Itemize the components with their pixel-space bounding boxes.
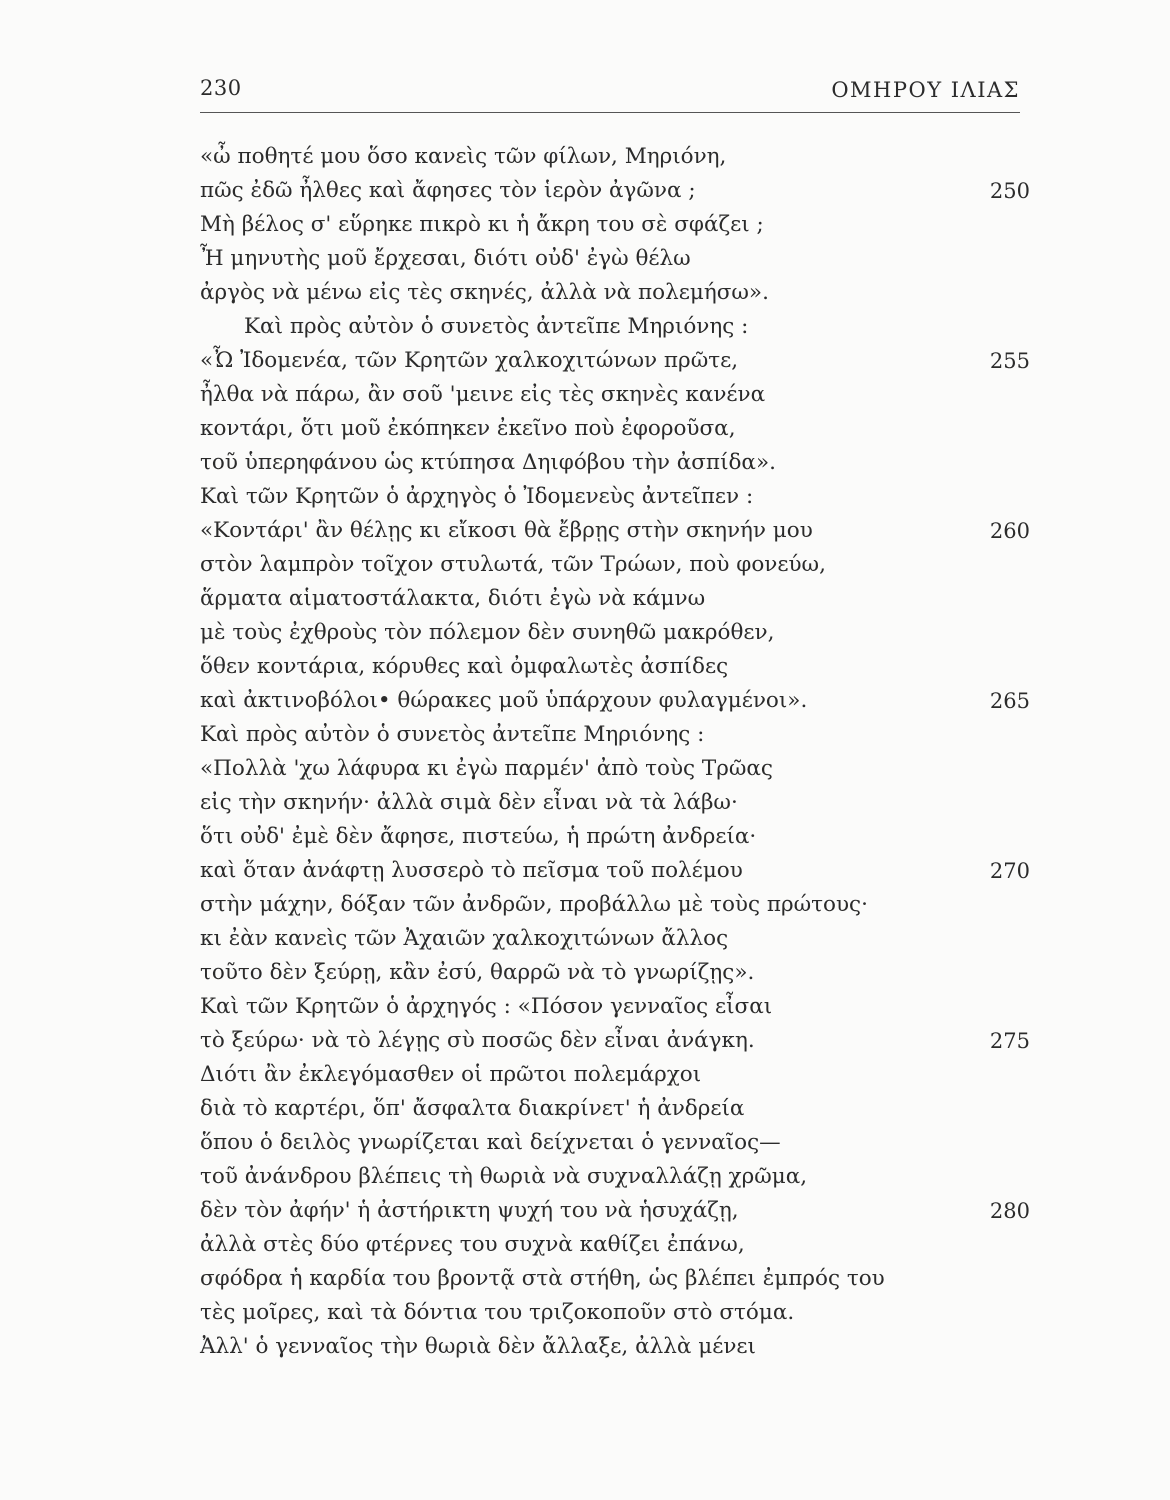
verse-line	[200, 582, 1030, 616]
verse-line	[200, 718, 1030, 752]
verse-line	[200, 1126, 1030, 1160]
verse-line	[200, 344, 1030, 378]
verse-text: ὅτι οὐδ' ἐμὲ δὲν ἄφησε, πιστεύω, ἡ πρώτη ἀνδρεία·	[200, 824, 757, 849]
verse-line	[200, 650, 1030, 684]
verse-line	[200, 1194, 1030, 1228]
verse-line	[200, 616, 1030, 650]
verse-text: Καὶ τῶν Κρητῶν ὁ ἀρχηγός : «Πόσον γενναῖος εἶσαι	[200, 994, 773, 1019]
verse-line	[200, 854, 1030, 888]
verse-text: δὲν τὸν ἀφήν' ἡ ἀστήρικτη ψυχή του νὰ ἡσυχάζῃ,	[200, 1198, 739, 1223]
line-number: 280	[989, 1199, 1030, 1223]
verse-text: τὲς μοῖρες, καὶ τὰ δόντια του τριζοκοποῦν στὸ στόμα.	[200, 1300, 795, 1325]
verse-text: στὸν λαμπρὸν τοῖχον στυλωτά, τῶν Τρώων, ποὺ φονεύω,	[200, 552, 826, 577]
verse-line	[200, 786, 1030, 820]
line-number: 270	[989, 859, 1030, 883]
verse-text: Καὶ πρὸς αὐτὸν ὁ συνετὸς ἀντεῖπε Μηριόνης :	[200, 722, 705, 747]
verse-line	[200, 888, 1030, 922]
verse-text: κοντάρι, ὅτι μοῦ ἐκόπηκεν ἐκεῖνο ποὺ ἐφοροῦσα,	[200, 416, 736, 441]
verse-line	[200, 1296, 1030, 1330]
verse-text: ἅρματα αἱματοστάλακτα, διότι ἐγὼ νὰ κάμνω	[200, 586, 706, 611]
verse-line	[200, 1058, 1030, 1092]
verse-line	[200, 514, 1030, 548]
line-number: 255	[989, 349, 1030, 373]
verse-text: σφόδρα ἡ καρδία του βροντᾷ στὰ στήθη, ὡς βλέπει ἐμπρός του	[200, 1266, 885, 1291]
line-number: 275	[989, 1029, 1030, 1053]
verse-line	[200, 1228, 1030, 1262]
verse-text: καὶ ὅταν ἀνάφτῃ λυσσερὸ τὸ πεῖσμα τοῦ πολέμου	[200, 858, 743, 883]
verse-line	[200, 378, 1030, 412]
verse-text: στὴν μάχην, δόξαν τῶν ἀνδρῶν, προβάλλω μὲ τοὺς πρώτους·	[200, 892, 868, 917]
verse-text: κι ἐὰν κανεὶς τῶν Ἀχαιῶν χαλκοχιτώνων ἄλλος	[200, 926, 729, 951]
verse-text: Ἦ μηνυτὴς μοῦ ἔρχεσαι, διότι οὐδ' ἐγὼ θέλω	[200, 246, 691, 271]
verse-text: τοῦτο δὲν ξεύρῃ, κἂν ἐσύ, θαρρῶ νὰ τὸ γνωρίζῃς».	[200, 960, 755, 985]
verse-text: Ἀλλ' ὁ γενναῖος τὴν θωριὰ δὲν ἄλλαξε, ἀλλὰ μένει	[200, 1334, 756, 1359]
verse-text: Διότι ἂν ἐκλεγόμασθεν οἱ πρῶτοι πολεμάρχοι	[200, 1062, 702, 1087]
verse-text: ὅπου ὁ δειλὸς γνωρίζεται καὶ δείχνεται ὁ γενναῖος—	[200, 1130, 781, 1155]
verse-text: ἀργὸς νὰ μένω εἰς τὲς σκηνές, ἀλλὰ νὰ πολεμήσω».	[200, 280, 769, 305]
verse-text: «ὦ ποθητέ μου ὅσο κανεὶς τῶν φίλων, Μηριόνη,	[200, 144, 727, 169]
verse-line	[200, 446, 1030, 480]
verse-text: καὶ ἀκτινοβόλοι• θώρακες μοῦ ὑπάρχουν φυλαγμένοι».	[200, 688, 808, 713]
verse-line	[200, 1262, 1030, 1296]
running-title: ΟΜΗΡΟΥ ΙΛΙΑΣ	[831, 78, 1020, 102]
verse-text: Καὶ τῶν Κρητῶν ὁ ἀρχηγὸς ὁ Ἰδομενεὺς ἀντεῖπεν :	[200, 484, 754, 509]
verse-line	[200, 1330, 1030, 1364]
verse-text: «Ὦ Ἰδομενέα, τῶν Κρητῶν χαλκοχιτώνων πρῶτε,	[200, 348, 739, 373]
line-number: 250	[989, 179, 1030, 203]
page-header	[200, 76, 1020, 113]
verse-line	[200, 990, 1030, 1024]
verse-text: ἦλθα νὰ πάρω, ἂν σοῦ 'μεινε εἰς τὲς σκηνὲς κανένα	[200, 382, 766, 407]
page-number: 230	[200, 76, 242, 100]
verse-text: Καὶ πρὸς αὐτὸν ὁ συνετὸς ἀντεῖπε Μηριόνης :	[244, 314, 749, 339]
verse-line	[200, 412, 1030, 446]
verse-text: μὲ τοὺς ἐχθροὺς τὸν πόλεμον δὲν συνηθῶ μακρόθεν,	[200, 620, 775, 645]
verse-line	[200, 174, 1030, 208]
line-number: 265	[989, 689, 1030, 713]
verse-line	[200, 922, 1030, 956]
verse-line	[200, 1160, 1030, 1194]
verse-line	[200, 684, 1030, 718]
verse-line	[200, 1024, 1030, 1058]
verse-line	[200, 242, 1030, 276]
verse-line	[200, 310, 1030, 344]
verse-line	[200, 752, 1030, 786]
verse-line	[200, 548, 1030, 582]
verse-line	[200, 956, 1030, 990]
verse-line	[200, 276, 1030, 310]
verse-text: διὰ τὸ καρτέρι, ὅπ' ἄσφαλτα διακρίνετ' ἡ ἀνδρεία	[200, 1096, 745, 1121]
verse-line	[200, 480, 1030, 514]
line-number: 260	[989, 519, 1030, 543]
verse-text: «Πολλὰ 'χω λάφυρα κι ἐγὼ παρμέν' ἀπὸ τοὺς Τρῶας	[200, 756, 773, 781]
verse-line	[200, 820, 1030, 854]
verse-text: «Κοντάρι' ἂν θέλῃς κι εἴκοσι θὰ ἔβρῃς στὴν σκηνήν μου	[200, 518, 813, 543]
verse-text: εἰς τὴν σκηνήν· ἀλλὰ σιμὰ δὲν εἶναι νὰ τὰ λάβω·	[200, 790, 738, 815]
verse-line	[200, 140, 1030, 174]
verse-text: τοῦ ἀνάνδρου βλέπεις τὴ θωριὰ νὰ συχναλλάζῃ χρῶμα,	[200, 1164, 808, 1189]
verse-text: τοῦ ὑπερηφάνου ὡς κτύπησα Δηιφόβου τὴν ἀσπίδα».	[200, 450, 776, 475]
verse-text: τὸ ξεύρω· νὰ τὸ λέγῃς σὺ ποσῶς δὲν εἶναι ἀνάγκη.	[200, 1028, 755, 1053]
verse-text: Μὴ βέλος σ' εὕρηκε πικρὸ κι ἡ ἄκρη του σὲ σφάζει ;	[200, 212, 764, 237]
verse-text: ἀλλὰ στὲς δύο φτέρνες του συχνὰ καθίζει ἐπάνω,	[200, 1232, 745, 1257]
verse-text: πῶς ἐδῶ ἦλθες καὶ ἄφησες τὸν ἱερὸν ἀγῶνα ;	[200, 178, 696, 203]
verse-text: ὅθεν κοντάρια, κόρυθες καὶ ὀμφαλωτὲς ἀσπίδες	[200, 654, 729, 679]
verse-line	[200, 1092, 1030, 1126]
poem-body	[200, 140, 1030, 1364]
verse-line	[200, 208, 1030, 242]
